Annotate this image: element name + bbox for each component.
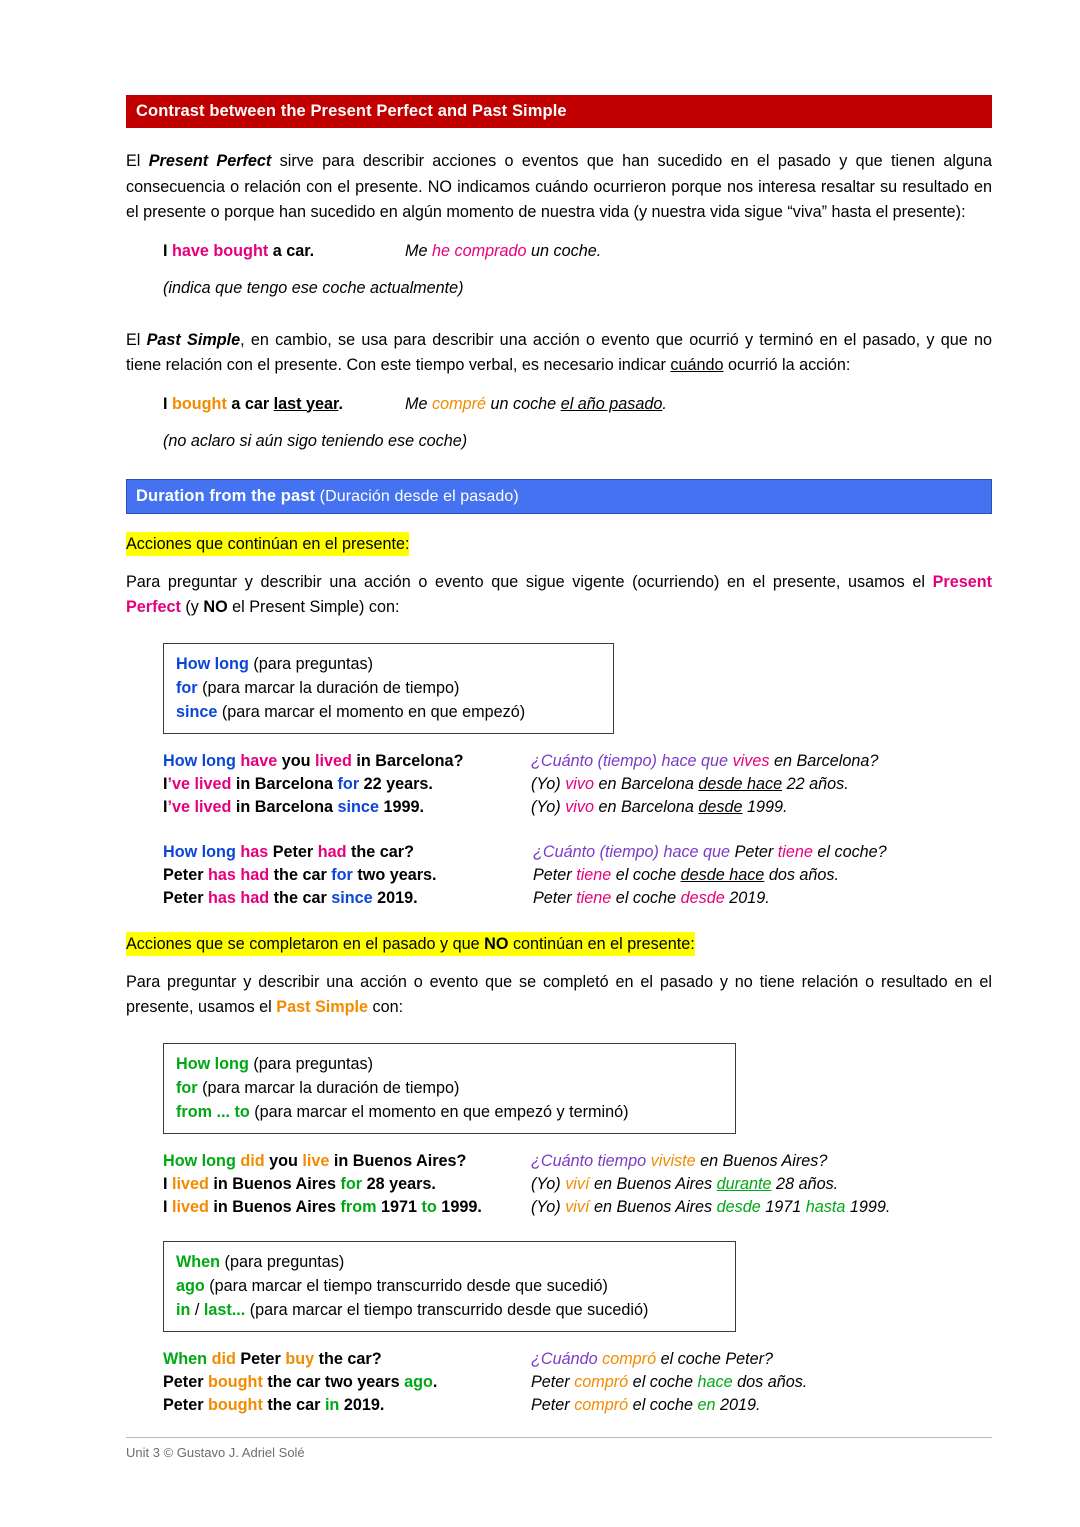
text-fragment: bought [208,1372,263,1391]
text-fragment: in [324,1395,340,1414]
text-fragment: sirve para describir acciones o eventos que han sucedido en el pasado y que tienen alguna consecuencia o relación con el presente. NO indicamos cuándo ocurrieron porque nos interesa resaltar su resultado en el presente o porque han sucedido en algún momento de nuestra vida (y nuestra vida sigue “viva” hasta el presente): [126,152,992,221]
footer-divider [126,1437,992,1438]
text-fragment: have [240,751,282,770]
text-fragment: in Barcelona? [356,751,464,770]
text-fragment: in Buenos Aires [208,1174,341,1193]
text-fragment: desde [716,1197,761,1216]
text-fragment: Peter [272,842,318,861]
example-row [126,1173,992,1196]
text-fragment: you [269,1151,303,1170]
text-fragment: to [421,1197,437,1216]
example-block-present-perfect [126,240,992,300]
text-fragment: (Yo) [531,1197,566,1216]
text-fragment: ’ve lived [167,797,232,816]
example-english [126,1394,531,1417]
example-english [126,1348,531,1371]
paragraph-present-perfect [126,149,992,226]
text-fragment: the car two years [262,1372,405,1391]
paragraph-past-simple: El Past Simple, en cambio, se usa para describir una acción o evento que ocurrió y terminó en el pasado, y que no tiene relación con el presente. Con este tiempo verbal, es necesario indicar cuándo ocurrió la acción: [126,330,992,374]
text-fragment: I [163,1174,172,1193]
text-fragment: durante [716,1174,772,1193]
text-fragment: Peter [163,865,208,884]
paragraph-completed: Para preguntar y describir una acción o evento que se completó en el pasado y no tiene relación o resultado en el presente, usamos el Past Simple con: [126,972,992,1016]
text-fragment: El [126,152,149,170]
text-fragment: (Yo) [531,797,566,816]
example-row [126,1371,992,1394]
text-fragment: 28 years. [362,1174,436,1193]
box-line: from ... to (para marcar el momento en que empezó y terminó) [176,1102,629,1121]
example-english: I bought a car last year. [163,394,343,413]
section1-title: Contrast between the Present Perfect and Past Simple [136,102,567,120]
text-fragment: in Buenos Aires? [333,1151,467,1170]
box-line: How long (para preguntas) [176,654,374,673]
text-fragment: 1971 [376,1197,422,1216]
text-fragment: compró [574,1395,629,1414]
example-english [126,887,533,910]
text-fragment: for [340,1174,363,1193]
text-fragment: desde hace [698,774,783,793]
text-fragment: Peter [734,842,778,861]
example-spanish [531,1348,773,1371]
text-fragment: 2019. [715,1395,761,1414]
example-group-peter-buy [126,1348,992,1417]
text-fragment: in Barcelona [231,797,338,816]
text-fragment: did [211,1349,241,1368]
text-fragment: 2019. [339,1395,385,1414]
text-fragment: viviste [650,1151,696,1170]
text-fragment: el coche Peter? [656,1349,774,1368]
text-fragment: How long [163,842,241,861]
text-fragment: hace [697,1372,733,1391]
example-group-peter-car [126,841,992,910]
text-fragment: live [302,1151,334,1170]
example-note: (no aclaro si aún sigo teniendo ese coche) [163,431,468,450]
text-fragment: vives [732,751,770,770]
text-fragment: ¿Cuánto (tiempo) hace que [533,842,735,861]
text-fragment: had [317,842,352,861]
text-fragment: 1999. [742,797,788,816]
text-fragment: since [337,797,379,816]
text-fragment: desde [698,797,743,816]
text-fragment: tiene [777,842,813,861]
example-spanish [533,887,770,910]
text-fragment: lived [172,1174,209,1193]
text-fragment: for [337,774,360,793]
text-fragment: Peter [163,1372,208,1391]
text-fragment: en Barcelona [593,797,699,816]
example-spanish [531,1394,761,1417]
text-fragment: en Buenos Aires [589,1197,717,1216]
text-fragment: the car? [318,1349,382,1368]
text-fragment: in Buenos Aires [208,1197,341,1216]
example-row [126,796,992,819]
example-english: I have bought a car. [163,241,315,260]
example-english [126,1371,531,1394]
text-fragment: ¿Cuánto (tiempo) hace que [531,751,733,770]
example-english [126,796,531,819]
text-fragment: the car [269,888,332,907]
text-fragment: el coche? [812,842,887,861]
example-spanish [531,1150,827,1173]
text-fragment: I [163,1197,172,1216]
example-spanish: Me compré un coche el año pasado. [405,394,667,413]
text-fragment: has had [208,865,270,884]
text-fragment: How long [163,751,241,770]
text-fragment: 22 años. [782,774,849,793]
example-row [126,750,992,773]
page-footer [126,1437,992,1460]
section-header-contrast [126,95,992,128]
box-line: When (para preguntas) [176,1252,345,1271]
footer-text: Unit 3 © Gustavo J. Adriel Solé [126,1445,305,1460]
example-english [126,864,533,887]
example-row [126,864,992,887]
text-fragment: viví [565,1197,590,1216]
box-past-simple-markers [163,1043,736,1134]
text-fragment: 1971 [760,1197,806,1216]
text-fragment: vivo [565,797,594,816]
text-fragment: you [281,751,316,770]
text-fragment: I [163,797,168,816]
example-spanish: Me he comprado un coche. [405,241,602,260]
example-row [126,887,992,910]
text-fragment: en [697,1395,716,1414]
text-fragment: tiene [576,865,612,884]
example-spanish [531,796,788,819]
example-english [126,773,531,796]
text-fragment: 1999. [436,1197,482,1216]
example-english [126,750,531,773]
example-note: (indica que tengo ese coche actualmente) [163,278,464,297]
text-fragment: desde hace [680,865,765,884]
text-fragment: el coche [628,1372,698,1391]
text-fragment: How long [163,1151,241,1170]
example-spanish [533,864,839,887]
paragraph-continuing: Para preguntar y describir una acción o evento que sigue vigente (ocurriendo) en el presente, usamos el Present Perfect (y NO el Present Simple) con: [126,572,992,616]
example-spanish [531,1371,807,1394]
text-fragment: since [331,888,373,907]
text-fragment: did [240,1151,270,1170]
text-fragment: dos años. [764,865,840,884]
text-fragment: When [163,1349,212,1368]
text-fragment: . [432,1372,438,1391]
text-fragment: Peter [163,888,208,907]
box-line: since (para marcar el momento en que empezó) [176,702,526,721]
text-fragment: in Barcelona [231,774,338,793]
box-present-perfect-markers [163,643,614,734]
text-fragment: Peter [240,1349,286,1368]
text-fragment: for [331,865,353,884]
text-fragment: Peter [533,888,577,907]
text-fragment: Peter [531,1395,575,1414]
text-fragment: buy [285,1349,319,1368]
box-line: ago (para marcar el tiempo transcurrido desde que sucedió) [176,1276,608,1295]
text-fragment: from [340,1197,377,1216]
text-fragment: compró [602,1349,657,1368]
text-fragment: 1999. [845,1197,891,1216]
example-row [126,240,992,263]
text-fragment: two years. [352,865,437,884]
example-row [126,1196,992,1219]
example-spanish [531,773,849,796]
text-fragment: 28 años. [771,1174,839,1193]
text-fragment: vivo [565,774,594,793]
text-fragment: en Barcelona? [769,751,879,770]
heading-actions-continuing: Acciones que continúan en el presente: [126,532,409,556]
text-fragment: has had [208,888,270,907]
text-fragment: el coche [611,888,681,907]
text-fragment: dos años. [732,1372,808,1391]
text-fragment: the car [269,865,332,884]
example-spanish [533,841,887,864]
text-fragment: lived [172,1197,209,1216]
example-english [126,1173,531,1196]
example-group-barcelona [126,750,992,819]
heading-actions-completed: Acciones que se completaron en el pasado y que NO continúan en el presente: [126,932,695,956]
box-line: for (para marcar la duración de tiempo) [176,1078,460,1097]
text-fragment: bought [208,1395,263,1414]
text-fragment: the car [262,1395,325,1414]
text-fragment: ¿Cuándo [531,1349,603,1368]
example-block-past-simple [126,393,992,453]
text-fragment: the car? [351,842,414,861]
text-fragment: 22 years. [359,774,433,793]
text-fragment: Peter [163,1395,208,1414]
text-fragment: ¿Cuánto tiempo [531,1151,651,1170]
text-fragment: lived [315,751,357,770]
section-header-duration [126,479,992,514]
example-english [126,1196,531,1219]
box-line: How long (para preguntas) [176,1054,374,1073]
box-line: in / last... (para marcar el tiempo transcurrido desde que sucedió) [176,1300,649,1319]
text-fragment: compró [574,1372,629,1391]
text-fragment: tiene [576,888,612,907]
example-english [126,841,533,864]
example-spanish [531,750,878,773]
text-fragment: (Yo) [531,1174,566,1193]
example-group-buenos-aires [126,1150,992,1219]
text-fragment: ’ve lived [167,774,232,793]
term-past-simple: Past Simple [146,330,241,349]
example-row [126,1394,992,1417]
box-when-ago-markers [163,1241,736,1332]
text-fragment: en Buenos Aires [589,1174,717,1193]
text-fragment: has [240,842,273,861]
example-row [126,1348,992,1371]
example-row [126,773,992,796]
example-spanish [531,1196,890,1219]
text-fragment: 2019. [372,888,418,907]
example-row [126,841,992,864]
example-spanish [531,1173,838,1196]
text-fragment: desde [680,888,725,907]
text-fragment: (Yo) [531,774,566,793]
text-fragment: 1999. [378,797,424,816]
text-fragment: el coche [611,865,681,884]
text-fragment: Peter [531,1372,575,1391]
section2-subtitle: (Duración desde el pasado) [315,487,519,505]
box-line: for (para marcar la duración de tiempo) [176,678,460,697]
term-present-perfect: Present Perfect [148,152,272,170]
text-fragment: el coche [628,1395,698,1414]
text-fragment: viví [565,1174,590,1193]
text-fragment: en Buenos Aires? [695,1151,828,1170]
example-english [126,1150,531,1173]
text-fragment: I [163,774,168,793]
text-fragment: en Barcelona [593,774,699,793]
text-fragment: ago [404,1372,433,1391]
text-fragment: hasta [805,1197,846,1216]
section2-title: Duration from the past [136,486,316,505]
text-fragment: 2019. [724,888,770,907]
example-row [126,393,992,416]
example-row [126,1150,992,1173]
text-fragment: Peter [533,865,577,884]
